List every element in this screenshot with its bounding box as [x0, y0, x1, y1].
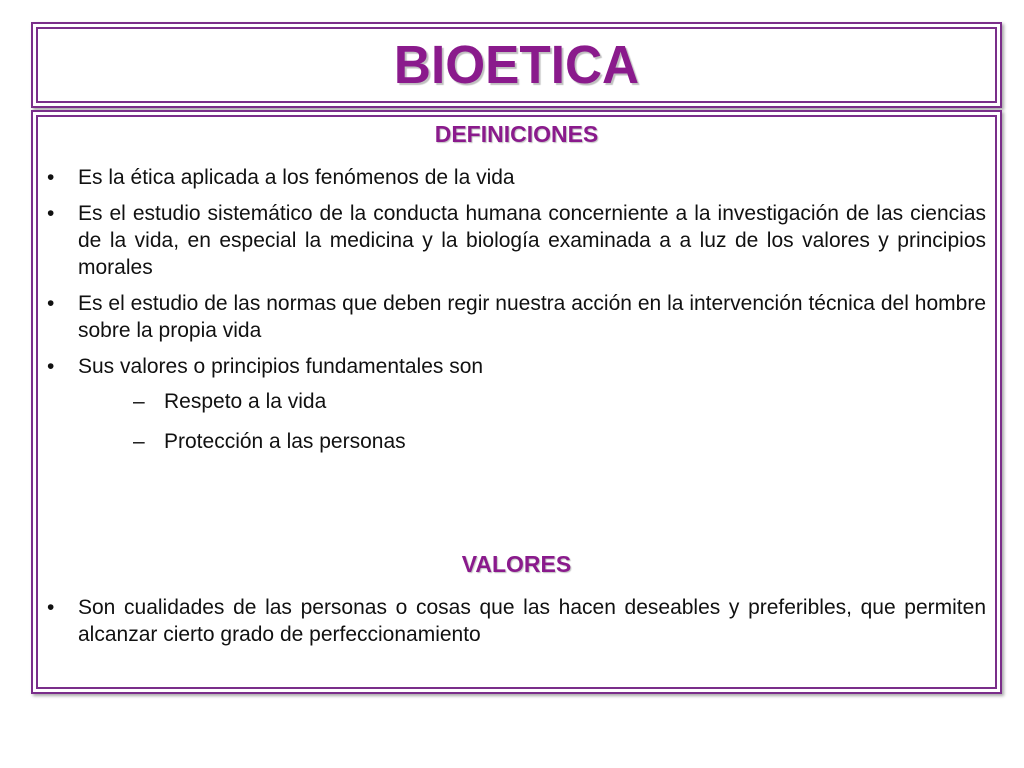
- values-list: [47, 594, 986, 657]
- slide-title: BIOETICA: [393, 35, 640, 95]
- definitions-list: [47, 164, 986, 468]
- values-item-1: • Son cualidades de las personas o cosas que las hacen deseables y preferibles, que permiten alcanzar cierto grado de perfeccionamiento: [47, 594, 986, 648]
- principle-item-1: – Respeto a la vida: [78, 388, 986, 415]
- definitions-heading: DEFINICIONES: [434, 121, 599, 147]
- definition-item-2: • Es el estudio sistemático de la conducta humana concerniente a la investigación de las ciencias de la vida, en especial la medicina y la biología examinada a a luz de los valores y principios morales: [47, 200, 986, 281]
- definition-item-3: • Es el estudio de las normas que deben regir nuestra acción en la intervención técnica del hombre sobre la propia vida: [47, 290, 986, 344]
- principle-item-2: – Protección a las personas: [78, 428, 986, 455]
- definition-item-4-text: Sus valores o principios fundamentales son: [78, 355, 484, 378]
- definition-item-4: [47, 353, 986, 455]
- values-heading: VALORES: [461, 551, 572, 577]
- principles-sublist: [78, 388, 986, 455]
- title-frame: [31, 22, 1002, 108]
- definition-item-1: • Es la ética aplicada a los fenómenos de la vida: [47, 164, 986, 191]
- content-frame: [31, 110, 1002, 694]
